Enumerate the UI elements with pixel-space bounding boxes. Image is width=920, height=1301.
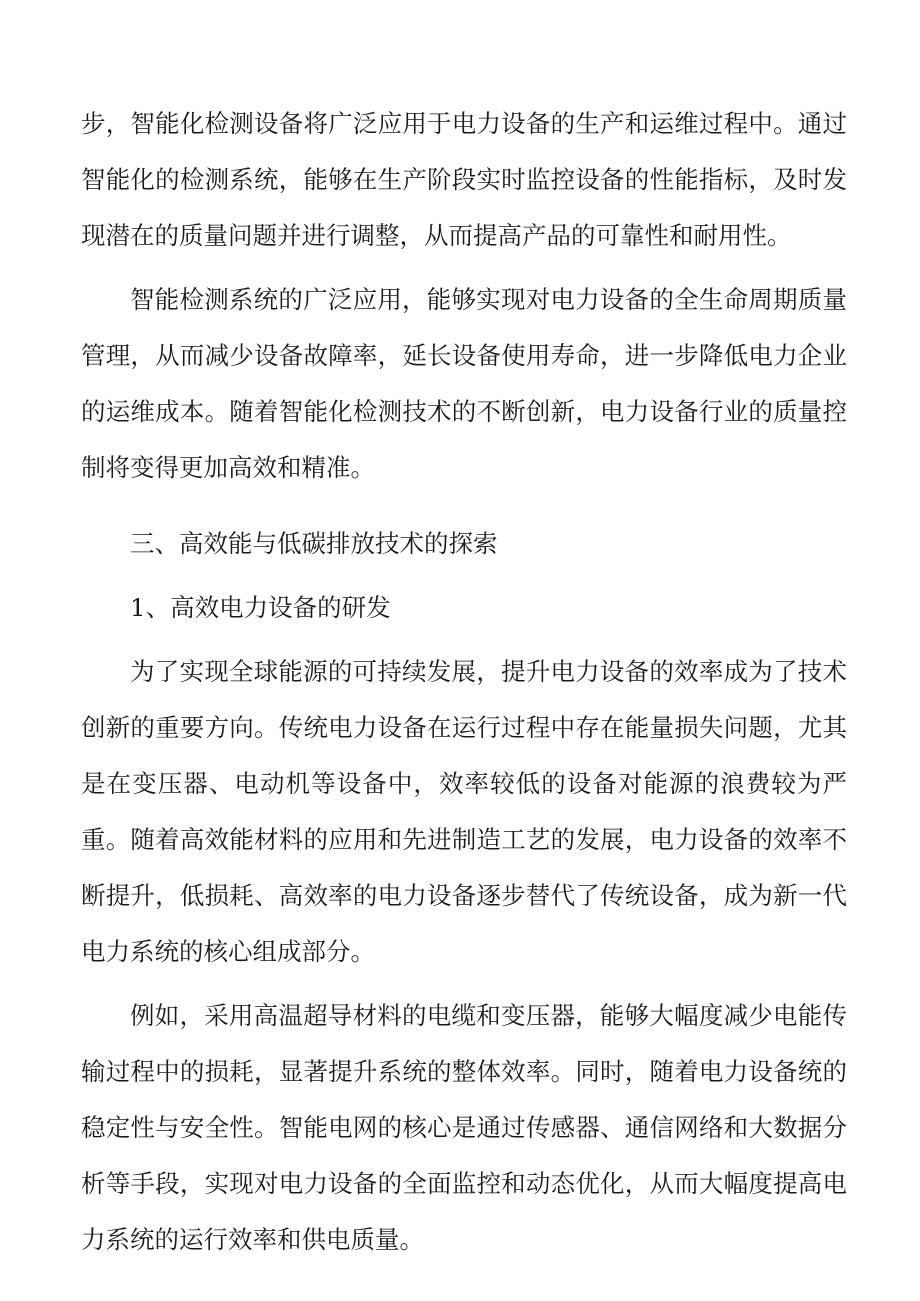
section-heading: 三、高效能与低碳排放技术的探索 bbox=[130, 529, 498, 558]
section-spacer bbox=[81, 496, 847, 516]
paragraph-superconducting-example: 例如，采用高温超导材料的电缆和变压器，能够大幅度减少电能传输过程中的损耗，显著提升系统的整体效率。同时，随着电力设备统的稳定性与安全性。智能电网的核心是通过传感器、通信网络和大数据分析等手段，实现对电力设备的全面监控和动态优化，从而大幅度提高电力系统的运行效率和供电质量。 bbox=[81, 1001, 847, 1254]
paragraph-spacer bbox=[81, 980, 847, 988]
paragraph-smart-inspection: 智能检测系统的广泛应用，能够实现对电力设备的全生命周期质量管理，从而减少设备故障率，延长设备使用寿命，进一步降低电力企业的运维成本。随着智能化检测技术的不断创新，电力设备行业的质量控制将变得更加高效和精准。 bbox=[81, 285, 847, 482]
document-page bbox=[81, 96, 847, 1268]
paragraph-continued: 步，智能化检测设备将广泛应用于电力设备的生产和运维过程中。通过智能化的检测系统，能够在生产阶段实时监控设备的性能指标，及时发现潜在的质量问题并进行调整，从而提高产品的可靠性和耐用性。 bbox=[81, 109, 847, 250]
paragraph-efficient-equipment: 为了实现全球能源的可持续发展，提升电力设备的效率成为了技术创新的重要方向。传统电力设备在运行过程中存在能量损失问题，尤其是在变压器、电动机等设备中，效率较低的设备对能源的浪费较为严重。随着高效能材料的应用和先进制造工艺的发展，电力设备的效率不断提升，低损耗、高效率的电力设备逐步替代了传统设备，成为新一代电力系统的核心组成部分。 bbox=[81, 657, 847, 966]
heading-spacer bbox=[81, 572, 847, 580]
subsection-heading: 1、高效电力设备的研发 bbox=[130, 593, 391, 622]
heading-spacer bbox=[81, 636, 847, 644]
paragraph-spacer bbox=[81, 264, 847, 272]
